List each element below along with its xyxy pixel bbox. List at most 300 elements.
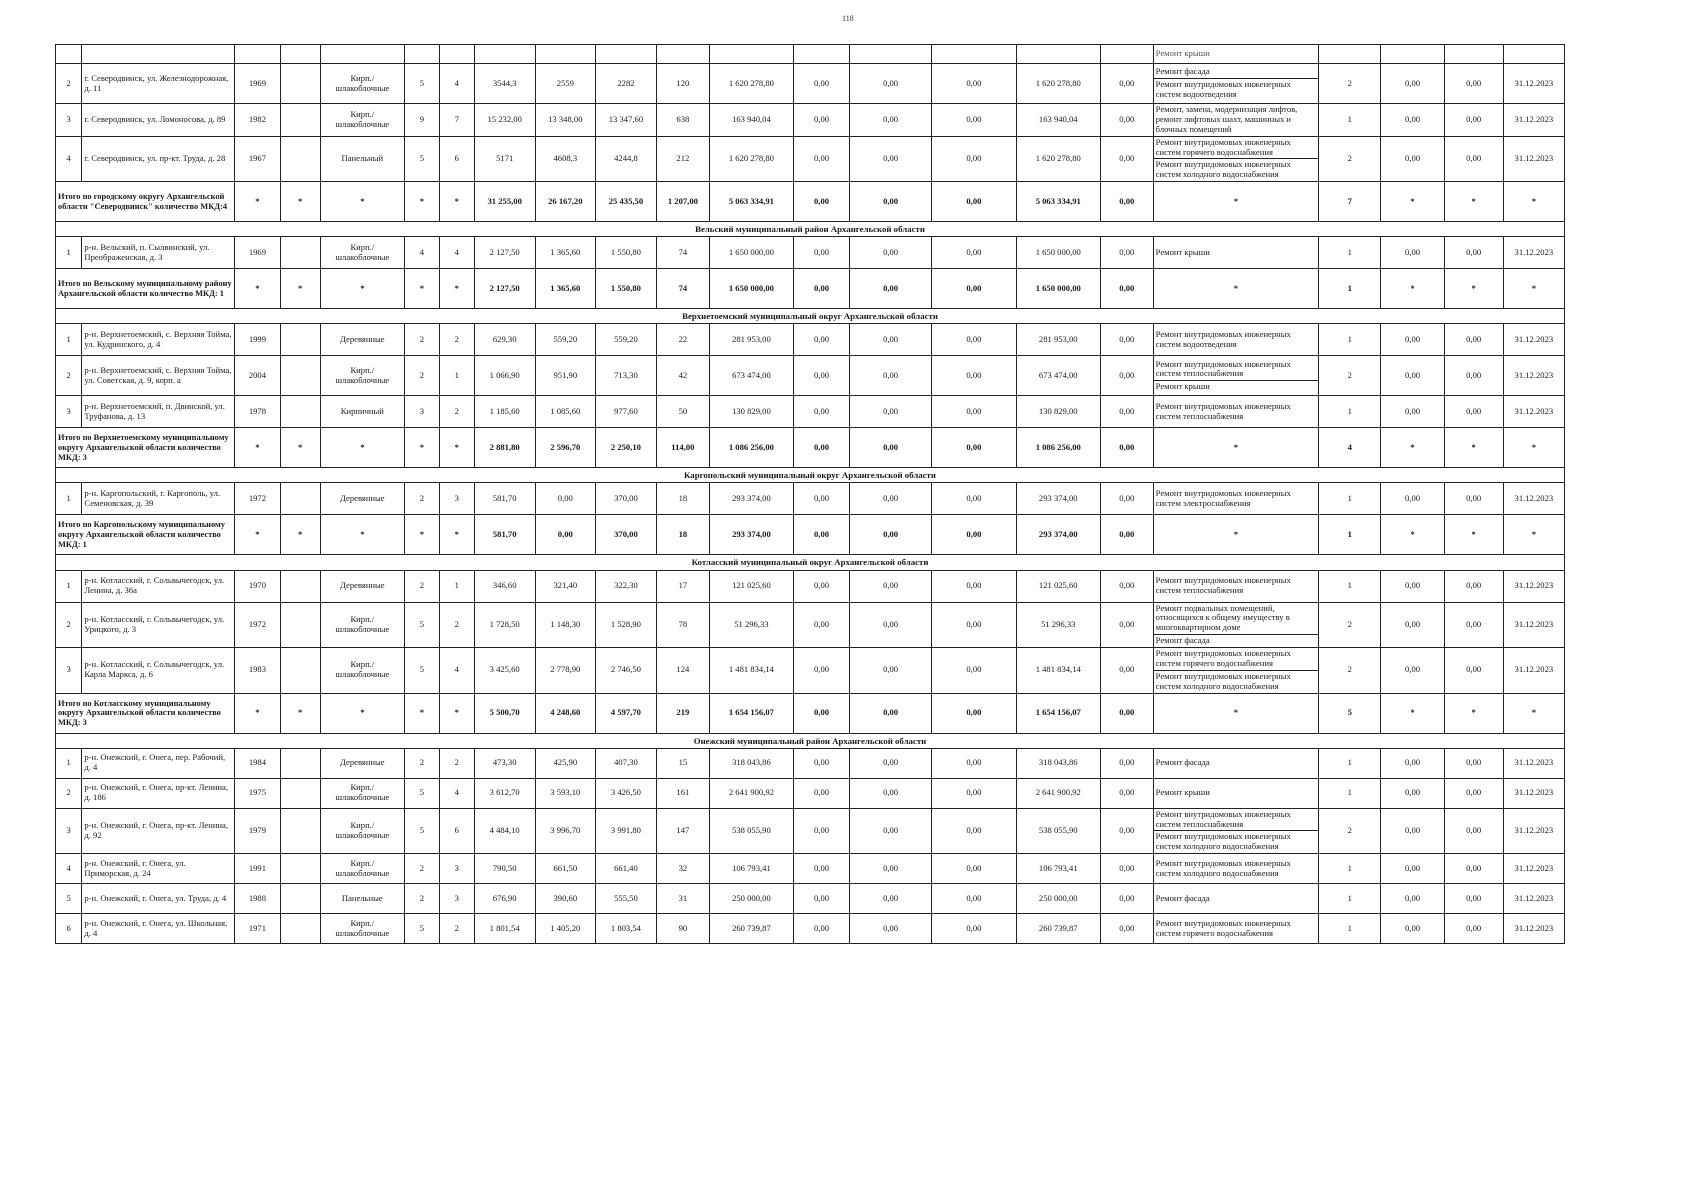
spacer-cell	[280, 324, 320, 356]
residential-area-cell: 559,20	[595, 324, 656, 356]
row-number-cell: 3	[56, 104, 82, 137]
total-area-cell: 581,70	[474, 483, 535, 515]
floors-cell: 3	[405, 396, 440, 428]
entrances-cell: 3	[439, 854, 474, 884]
asterisk-cell: *	[280, 269, 320, 309]
work-count-cell: 1	[1319, 237, 1381, 269]
spacer-cell	[280, 602, 320, 648]
table-row	[56, 483, 1565, 515]
work-count-cell: 1	[1319, 570, 1381, 602]
work-type-item: Ремонт фасада	[1154, 634, 1319, 647]
address-cell: р-н. Онежский, г. Онега, ул. Школьная, д. 4	[82, 914, 235, 944]
deadline-cell: 31.12.2023	[1503, 808, 1564, 854]
work-count-cell: 2	[1319, 356, 1381, 396]
fund-owners-cell: 130 829,00	[1016, 396, 1100, 428]
wall-material-cell: Кирп./ шлакоблочные	[320, 104, 404, 137]
total-fund-federal-cell: 0,00	[794, 515, 850, 555]
work-type-item: Ремонт крыши	[1155, 787, 1210, 798]
total-total-cost-cell: 1 650 000,00	[709, 269, 793, 309]
total-cost-cell: 121 025,60	[709, 570, 793, 602]
wall-material-cell: Кирп./ шлакоблочные	[320, 808, 404, 854]
floors-cell: 2	[405, 884, 440, 914]
deadline-cell: 31.12.2023	[1503, 748, 1564, 778]
asterisk-cell: *	[1444, 693, 1503, 733]
total-residential-area-cell: 2 250,10	[595, 428, 656, 468]
asterisk-cell: *	[439, 428, 474, 468]
fund-federal-cell: 0,00	[794, 748, 850, 778]
value-b-cell: 0,00	[1444, 778, 1503, 808]
asterisk-cell: *	[280, 182, 320, 222]
cell-empty	[1381, 45, 1444, 64]
fund-federal-cell: 0,00	[794, 64, 850, 104]
asterisk-cell: *	[439, 182, 474, 222]
work-types-cell	[1153, 324, 1319, 356]
work-count-cell: 1	[1319, 104, 1381, 137]
total-row	[56, 269, 1565, 309]
value-a-cell: 0,00	[1381, 854, 1444, 884]
cell-empty	[439, 45, 474, 64]
total-fund-other-cell: 0,00	[1100, 693, 1153, 733]
asterisk-cell: *	[1153, 428, 1319, 468]
section-title: Котласский муниципальный округ Архангельской области	[56, 555, 1565, 570]
value-b-cell: 0,00	[1444, 237, 1503, 269]
total-cost-cell: 250 000,00	[709, 884, 793, 914]
work-types-cell	[1153, 854, 1319, 884]
fund-other-cell: 0,00	[1100, 64, 1153, 104]
cell-empty	[849, 45, 931, 64]
asterisk-cell: *	[235, 269, 280, 309]
cell-empty	[474, 45, 535, 64]
total-label-cell: Итого по городскому округу Архангельской области "Северодвинск" количество МКД:4	[56, 182, 235, 222]
fund-regional-cell: 0,00	[849, 324, 931, 356]
total-total-area-cell: 581,70	[474, 515, 535, 555]
year-built-cell: 1982	[235, 104, 280, 137]
table-row	[56, 602, 1565, 648]
table-row	[56, 914, 1565, 944]
total-total-area-cell: 31 255,00	[474, 182, 535, 222]
spacer-cell	[280, 808, 320, 854]
fund-owners-cell: 51 296,33	[1016, 602, 1100, 648]
living-area-cell: 390,60	[535, 884, 595, 914]
cell-empty	[535, 45, 595, 64]
fund-federal-cell: 0,00	[794, 854, 850, 884]
fund-other-cell: 0,00	[1100, 808, 1153, 854]
living-area-cell: 1 365,60	[535, 237, 595, 269]
asterisk-cell: *	[1503, 182, 1564, 222]
value-b-cell: 0,00	[1444, 396, 1503, 428]
total-fund-regional-cell: 0,00	[849, 693, 931, 733]
total-cost-cell: 106 793,41	[709, 854, 793, 884]
entrances-cell: 6	[439, 808, 474, 854]
fund-other-cell: 0,00	[1100, 104, 1153, 137]
fund-other-cell: 0,00	[1100, 854, 1153, 884]
fund-owners-cell: 1 620 278,80	[1016, 136, 1100, 182]
table-row	[56, 324, 1565, 356]
work-types-cell	[1153, 884, 1319, 914]
asterisk-cell: *	[439, 693, 474, 733]
work-type-item: Ремонт внутридомовых инженерных систем электроснабжения	[1155, 488, 1291, 508]
work-type-cell: Ремонт крыши	[1153, 45, 1319, 64]
asterisk-cell: *	[1381, 182, 1444, 222]
asterisk-cell: *	[405, 182, 440, 222]
value-b-cell: 0,00	[1444, 324, 1503, 356]
fund-other-cell: 0,00	[1100, 324, 1153, 356]
fund-federal-cell: 0,00	[794, 396, 850, 428]
value-a-cell: 0,00	[1381, 324, 1444, 356]
spacer-cell	[280, 396, 320, 428]
total-fund-federal-cell: 0,00	[794, 428, 850, 468]
fund-regional-cell: 0,00	[849, 748, 931, 778]
total-area-cell: 3544,3	[474, 64, 535, 104]
residential-area-cell: 1 528,90	[595, 602, 656, 648]
living-area-cell: 1 148,30	[535, 602, 595, 648]
cell-empty	[657, 45, 710, 64]
fund-other-cell: 0,00	[1100, 884, 1153, 914]
residential-area-cell: 713,30	[595, 356, 656, 396]
residential-area-cell: 4244,8	[595, 136, 656, 182]
fund-owners-cell: 293 374,00	[1016, 483, 1100, 515]
total-work-count-cell: 1	[1319, 269, 1381, 309]
asterisk-cell: *	[1444, 515, 1503, 555]
total-fund-local-cell: 0,00	[932, 428, 1016, 468]
total-row	[56, 515, 1565, 555]
wall-material-cell: Кирп./ шлакоблочные	[320, 356, 404, 396]
year-built-cell: 2004	[235, 356, 280, 396]
value-a-cell: 0,00	[1381, 808, 1444, 854]
total-fund-local-cell: 0,00	[932, 693, 1016, 733]
entrances-cell: 3	[439, 483, 474, 515]
residential-area-cell: 407,30	[595, 748, 656, 778]
work-count-cell: 1	[1319, 324, 1381, 356]
work-types-cell	[1153, 748, 1319, 778]
fund-local-cell: 0,00	[932, 237, 1016, 269]
deadline-cell: 31.12.2023	[1503, 237, 1564, 269]
asterisk-cell: *	[1381, 515, 1444, 555]
address-cell: р-н. Онежский, г. Онега, ул. Труда, д. 4	[82, 884, 235, 914]
asterisk-cell: *	[235, 515, 280, 555]
work-count-cell: 2	[1319, 648, 1381, 694]
address-cell: р-н. Онежский, г. Онега, пр-кт. Ленина, д. 186	[82, 778, 235, 808]
total-fund-owners-cell: 1 650 000,00	[1016, 269, 1100, 309]
fund-local-cell: 0,00	[932, 602, 1016, 648]
spacer-cell	[280, 136, 320, 182]
entrances-cell: 4	[439, 648, 474, 694]
deadline-cell: 31.12.2023	[1503, 884, 1564, 914]
living-area-cell: 321,40	[535, 570, 595, 602]
address-cell: р-н. Котласский, г. Сольвычегодск, ул. Урицкого, д. 3	[82, 602, 235, 648]
spacer-cell	[280, 748, 320, 778]
value-a-cell: 0,00	[1381, 136, 1444, 182]
floors-cell: 5	[405, 914, 440, 944]
fund-local-cell: 0,00	[932, 324, 1016, 356]
total-total-cost-cell: 5 063 334,91	[709, 182, 793, 222]
floors-cell: 5	[405, 64, 440, 104]
work-types-cell	[1153, 64, 1319, 104]
fund-regional-cell: 0,00	[849, 356, 931, 396]
work-count-cell: 2	[1319, 602, 1381, 648]
cell-empty	[320, 45, 404, 64]
asterisk-cell: *	[235, 428, 280, 468]
year-built-cell: 1969	[235, 64, 280, 104]
fund-federal-cell: 0,00	[794, 356, 850, 396]
total-fund-local-cell: 0,00	[932, 269, 1016, 309]
fund-federal-cell: 0,00	[794, 914, 850, 944]
entrances-cell: 2	[439, 914, 474, 944]
work-type-item: Ремонт внутридомовых инженерных систем холодного водоснабжения	[1154, 830, 1319, 853]
total-living-area-cell: 0,00	[535, 515, 595, 555]
entrances-cell: 1	[439, 570, 474, 602]
wall-material-cell: Кирп./ шлакоблочные	[320, 854, 404, 884]
residents-cell: 32	[657, 854, 710, 884]
fund-other-cell: 0,00	[1100, 136, 1153, 182]
asterisk-cell: *	[405, 428, 440, 468]
total-fund-regional-cell: 0,00	[849, 515, 931, 555]
total-residential-area-cell: 1 550,80	[595, 269, 656, 309]
entrances-cell: 2	[439, 324, 474, 356]
asterisk-cell: *	[320, 182, 404, 222]
cell-empty	[1503, 45, 1564, 64]
total-row	[56, 693, 1565, 733]
cell-empty	[1100, 45, 1153, 64]
asterisk-cell: *	[1503, 428, 1564, 468]
residents-cell: 161	[657, 778, 710, 808]
wall-material-cell: Кирп./ шлакоблочные	[320, 602, 404, 648]
fund-owners-cell: 1 620 278,80	[1016, 64, 1100, 104]
cell-empty	[709, 45, 793, 64]
table-row	[56, 356, 1565, 396]
address-cell: р-н. Котласский, г. Сольвычегодск, ул. Карла Маркса, д. 6	[82, 648, 235, 694]
fund-other-cell: 0,00	[1100, 748, 1153, 778]
floors-cell: 2	[405, 483, 440, 515]
floors-cell: 5	[405, 136, 440, 182]
total-cost-cell: 1 620 278,80	[709, 136, 793, 182]
row-number-cell: 4	[56, 854, 82, 884]
fund-regional-cell: 0,00	[849, 237, 931, 269]
row-number-cell: 5	[56, 884, 82, 914]
entrances-cell: 2	[439, 396, 474, 428]
fund-regional-cell: 0,00	[849, 884, 931, 914]
value-a-cell: 0,00	[1381, 884, 1444, 914]
value-b-cell: 0,00	[1444, 104, 1503, 137]
asterisk-cell: *	[1503, 693, 1564, 733]
fund-federal-cell: 0,00	[794, 570, 850, 602]
total-fund-other-cell: 0,00	[1100, 269, 1153, 309]
total-residential-area-cell: 370,00	[595, 515, 656, 555]
residential-area-cell: 322,30	[595, 570, 656, 602]
wall-material-cell: Панельный	[320, 136, 404, 182]
year-built-cell: 1979	[235, 808, 280, 854]
spacer-cell	[280, 356, 320, 396]
work-type-item: Ремонт, замена, модернизация лифтов, ремонт лифтовых шахт, машинных и блочных помещений	[1155, 104, 1298, 134]
total-area-cell: 2 127,50	[474, 237, 535, 269]
cell-empty	[280, 45, 320, 64]
work-types-cell	[1153, 483, 1319, 515]
deadline-cell: 31.12.2023	[1503, 483, 1564, 515]
asterisk-cell: *	[405, 693, 440, 733]
fund-federal-cell: 0,00	[794, 237, 850, 269]
address-cell: г. Северодвинск, ул. пр-кт. Труда, д. 28	[82, 136, 235, 182]
row-number-cell: 2	[56, 356, 82, 396]
value-b-cell: 0,00	[1444, 136, 1503, 182]
total-area-cell: 1 185,60	[474, 396, 535, 428]
section-header-row	[56, 733, 1565, 748]
table-row	[56, 136, 1565, 182]
asterisk-cell: *	[1444, 428, 1503, 468]
fund-local-cell: 0,00	[932, 778, 1016, 808]
table-row	[56, 237, 1565, 269]
value-a-cell: 0,00	[1381, 104, 1444, 137]
total-living-area-cell: 26 167,20	[535, 182, 595, 222]
total-fund-owners-cell: 293 374,00	[1016, 515, 1100, 555]
total-area-cell: 1 728,50	[474, 602, 535, 648]
total-residents-cell: 114,00	[657, 428, 710, 468]
year-built-cell: 1972	[235, 602, 280, 648]
fund-local-cell: 0,00	[932, 136, 1016, 182]
deadline-cell: 31.12.2023	[1503, 914, 1564, 944]
cell-empty	[235, 45, 280, 64]
total-fund-federal-cell: 0,00	[794, 693, 850, 733]
cell-empty	[1319, 45, 1381, 64]
fund-local-cell: 0,00	[932, 884, 1016, 914]
total-work-count-cell: 7	[1319, 182, 1381, 222]
deadline-cell: 31.12.2023	[1503, 854, 1564, 884]
deadline-cell: 31.12.2023	[1503, 570, 1564, 602]
fund-local-cell: 0,00	[932, 104, 1016, 137]
fund-other-cell: 0,00	[1100, 483, 1153, 515]
floors-cell: 5	[405, 648, 440, 694]
row-number-cell: 1	[56, 483, 82, 515]
total-total-cost-cell: 293 374,00	[709, 515, 793, 555]
value-b-cell: 0,00	[1444, 854, 1503, 884]
floors-cell: 2	[405, 570, 440, 602]
floors-cell: 5	[405, 778, 440, 808]
residential-area-cell: 2 746,50	[595, 648, 656, 694]
work-type-item: Ремонт внутридомовых инженерных систем теплоснабжения	[1155, 358, 1291, 379]
work-type-item: Ремонт внутридомовых инженерных систем холодного водоснабжения	[1154, 158, 1319, 181]
table-row	[56, 778, 1565, 808]
total-fund-regional-cell: 0,00	[849, 269, 931, 309]
spacer-cell	[280, 64, 320, 104]
fund-regional-cell: 0,00	[849, 648, 931, 694]
fund-federal-cell: 0,00	[794, 648, 850, 694]
year-built-cell: 1991	[235, 854, 280, 884]
spacer-cell	[280, 914, 320, 944]
work-type-item: Ремонт внутридомовых инженерных систем теплоснабжения	[1155, 400, 1291, 421]
value-a-cell: 0,00	[1381, 748, 1444, 778]
wall-material-cell: Деревянные	[320, 483, 404, 515]
year-built-cell: 1975	[235, 778, 280, 808]
row-number-cell: 1	[56, 237, 82, 269]
fund-other-cell: 0,00	[1100, 778, 1153, 808]
work-count-cell: 2	[1319, 136, 1381, 182]
row-number-cell: 2	[56, 64, 82, 104]
fund-local-cell: 0,00	[932, 648, 1016, 694]
fund-owners-cell: 538 055,90	[1016, 808, 1100, 854]
address-cell: р-н. Онежский, г. Онега, пр-кт. Ленина, д. 92	[82, 808, 235, 854]
work-type-item: Ремонт внутридомовых инженерных систем холодного водоснабжения	[1154, 670, 1319, 693]
total-residential-area-cell: 25 435,50	[595, 182, 656, 222]
fund-federal-cell: 0,00	[794, 136, 850, 182]
value-b-cell: 0,00	[1444, 808, 1503, 854]
table-row	[56, 884, 1565, 914]
value-a-cell: 0,00	[1381, 570, 1444, 602]
asterisk-cell: *	[235, 182, 280, 222]
address-cell: г. Северодвинск, ул. Железнодорожная, д. 11	[82, 64, 235, 104]
entrances-cell: 7	[439, 104, 474, 137]
residents-cell: 18	[657, 483, 710, 515]
fund-federal-cell: 0,00	[794, 778, 850, 808]
total-cost-cell: 281 953,00	[709, 324, 793, 356]
total-total-area-cell: 5 500,70	[474, 693, 535, 733]
total-residents-cell: 18	[657, 515, 710, 555]
total-fund-other-cell: 0,00	[1100, 182, 1153, 222]
asterisk-cell: *	[1153, 693, 1319, 733]
year-built-cell: 1984	[235, 748, 280, 778]
year-built-cell: 1971	[235, 914, 280, 944]
value-b-cell: 0,00	[1444, 602, 1503, 648]
fund-local-cell: 0,00	[932, 483, 1016, 515]
total-label-cell: Итого по Каргопольскому муниципальному округу Архангельской области количество МКД: 1	[56, 515, 235, 555]
residential-area-cell: 977,60	[595, 396, 656, 428]
fund-regional-cell: 0,00	[849, 570, 931, 602]
floors-cell: 2	[405, 356, 440, 396]
fund-owners-cell: 2 641 900,92	[1016, 778, 1100, 808]
total-cost-cell: 293 374,00	[709, 483, 793, 515]
total-cost-cell: 260 739,87	[709, 914, 793, 944]
total-work-count-cell: 5	[1319, 693, 1381, 733]
work-type-item: Ремонт внутридомовых инженерных систем теплоснабжения	[1155, 808, 1291, 829]
year-built-cell: 1988	[235, 884, 280, 914]
section-title: Онежский муниципальный район Архангельской области	[56, 733, 1565, 748]
asterisk-cell: *	[405, 515, 440, 555]
value-b-cell: 0,00	[1444, 483, 1503, 515]
page-number: 118	[842, 14, 854, 23]
total-label-cell: Итого по Верхнетоемскому муниципальному округу Архангельской области количество МКД: 3	[56, 428, 235, 468]
total-cost-cell: 318 043,86	[709, 748, 793, 778]
work-count-cell: 1	[1319, 914, 1381, 944]
wall-material-cell: Кирп./ шлакоблочные	[320, 778, 404, 808]
fund-owners-cell: 281 953,00	[1016, 324, 1100, 356]
wall-material-cell: Деревянные	[320, 570, 404, 602]
asterisk-cell: *	[280, 693, 320, 733]
living-area-cell: 0,00	[535, 483, 595, 515]
entrances-cell: 4	[439, 64, 474, 104]
deadline-cell: 31.12.2023	[1503, 356, 1564, 396]
living-area-cell: 3 996,70	[535, 808, 595, 854]
work-type-item: Ремонт фасада	[1155, 757, 1210, 768]
fund-local-cell: 0,00	[932, 854, 1016, 884]
value-a-cell: 0,00	[1381, 778, 1444, 808]
spacer-cell	[280, 570, 320, 602]
total-residents-cell: 1 207,00	[657, 182, 710, 222]
wall-material-cell: Деревянные	[320, 324, 404, 356]
deadline-cell: 31.12.2023	[1503, 136, 1564, 182]
work-type-item: Ремонт внутридомовых инженерных систем горячего водоснабжения	[1155, 136, 1291, 157]
asterisk-cell: *	[320, 515, 404, 555]
residents-cell: 50	[657, 396, 710, 428]
fund-local-cell: 0,00	[932, 396, 1016, 428]
fund-regional-cell: 0,00	[849, 483, 931, 515]
row-number-cell: 2	[56, 778, 82, 808]
fund-owners-cell: 121 025,60	[1016, 570, 1100, 602]
floors-cell: 4	[405, 237, 440, 269]
cell-empty	[1016, 45, 1100, 64]
work-count-cell: 2	[1319, 808, 1381, 854]
work-type-item: Ремонт фасада	[1155, 892, 1210, 903]
table-row	[56, 64, 1565, 104]
entrances-cell: 2	[439, 602, 474, 648]
floors-cell: 2	[405, 748, 440, 778]
